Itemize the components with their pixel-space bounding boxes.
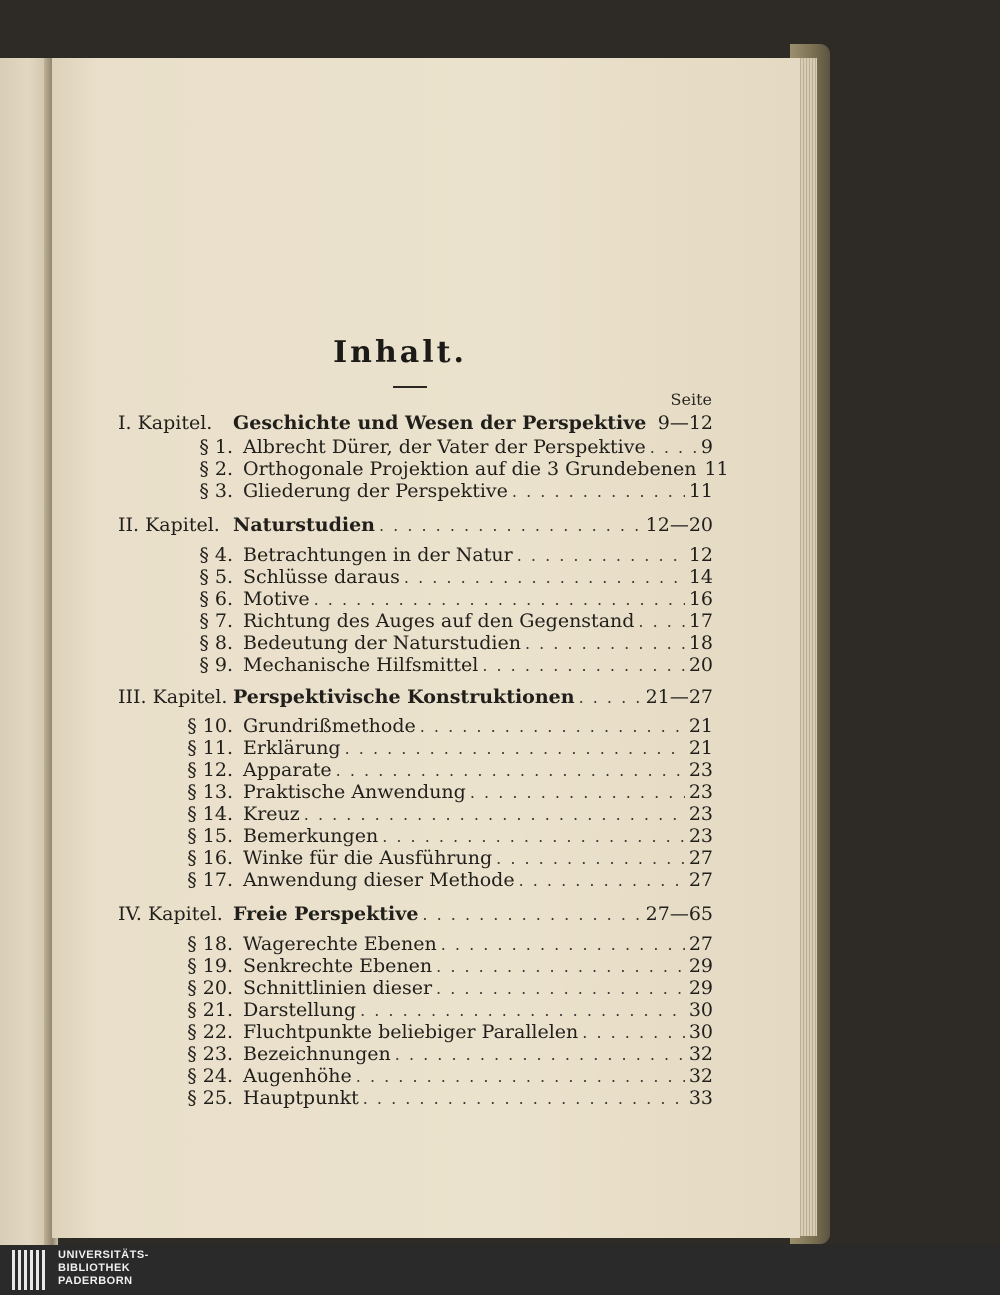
section-label: § 11. <box>187 737 233 759</box>
dot-leader <box>420 716 685 738</box>
chapter-title: Perspektivische Konstruktionen <box>233 686 575 708</box>
chapter-title: Freie Perspektive <box>233 903 419 925</box>
section-label: § 22. <box>187 1021 233 1043</box>
toc-section-row <box>118 715 713 737</box>
dot-leader <box>356 1066 685 1088</box>
page-number: 32 <box>688 1043 713 1065</box>
section-title: Schlüsse daraus <box>243 566 400 588</box>
section-title: Winke für die Ausführung <box>243 847 493 869</box>
dot-leader <box>517 545 685 567</box>
dot-leader <box>650 437 697 459</box>
toc-chapter-row <box>118 514 713 536</box>
section-title: Wagerechte Ebenen <box>243 933 437 955</box>
toc-section-row <box>118 1087 713 1109</box>
toc-section-row <box>118 999 713 1021</box>
page-number: 17 <box>688 610 713 632</box>
section-label: § 2. <box>199 458 233 480</box>
dot-leader <box>422 904 641 926</box>
section-label: § 3. <box>199 480 233 502</box>
library-logo-icon <box>12 1250 48 1290</box>
page-number: 20 <box>688 654 713 676</box>
section-label: § 17. <box>187 869 233 891</box>
page-number: 27 <box>688 847 713 869</box>
section-label: § 14. <box>187 803 233 825</box>
dot-leader <box>436 978 685 1000</box>
toc-section-row <box>118 566 713 588</box>
dot-leader <box>436 956 685 978</box>
section-title: Bedeutung der Naturstudien <box>243 632 521 654</box>
toc-section-row <box>118 480 713 502</box>
toc-section-row <box>118 1043 713 1065</box>
page-number: 21 <box>688 737 713 759</box>
chapter-title: Naturstudien <box>233 514 375 536</box>
section-title: Mechanische Hilfsmittel <box>243 654 479 676</box>
dot-leader <box>582 1022 685 1044</box>
page-number: 21 <box>688 715 713 737</box>
dot-leader <box>345 738 685 760</box>
page-number: 21—27 <box>645 686 713 708</box>
section-title: Orthogonale Projektion auf die 3 Grundebenen <box>243 458 697 480</box>
section-title: Senkrechte Ebenen <box>243 955 433 977</box>
section-title: Praktische Anwendung <box>243 781 466 803</box>
section-title: Hauptpunkt <box>243 1087 359 1109</box>
page-number: 9 <box>700 436 713 458</box>
dot-leader <box>379 515 642 537</box>
page-number: 23 <box>688 759 713 781</box>
section-label: § 16. <box>187 847 233 869</box>
section-label: § 15. <box>187 825 233 847</box>
section-title: Apparate <box>243 759 332 781</box>
toc-section-row <box>118 436 713 458</box>
section-title: Fluchtpunkte beliebiger Parallelen <box>243 1021 579 1043</box>
page-number: 9—12 <box>657 412 713 434</box>
toc-section-row <box>118 610 713 632</box>
page-number: 27—65 <box>645 903 713 925</box>
chapter-label: III. Kapitel. <box>118 686 228 708</box>
page-number: 29 <box>688 955 713 977</box>
section-label: § 5. <box>199 566 233 588</box>
title-rule <box>393 386 427 388</box>
section-label: § 19. <box>187 955 233 977</box>
dot-leader <box>395 1044 685 1066</box>
page-number: 12 <box>688 544 713 566</box>
chapter-label: II. Kapitel. <box>118 514 220 536</box>
section-label: § 25. <box>187 1087 233 1109</box>
page-column-header: Seite <box>670 390 712 409</box>
section-title: Motive <box>243 588 310 610</box>
section-label: § 6. <box>199 588 233 610</box>
section-label: § 21. <box>187 999 233 1021</box>
page-number: 12—20 <box>645 514 713 536</box>
dot-leader <box>482 655 684 677</box>
toc-section-row <box>118 1065 713 1087</box>
page-number: 27 <box>688 869 713 891</box>
library-name-line2: BIBLIOTHEK <box>58 1262 131 1274</box>
toc-section-row <box>118 825 713 847</box>
section-label: § 12. <box>187 759 233 781</box>
section-title: Albrecht Dürer, der Vater der Perspektive <box>243 436 646 458</box>
section-label: § 13. <box>187 781 233 803</box>
toc-section-row <box>118 955 713 977</box>
page-number: 16 <box>688 588 713 610</box>
chapter-title: Geschichte und Wesen der Perspektive <box>233 412 647 434</box>
section-title: Schnittlinien dieser <box>243 977 433 999</box>
section-label: § 7. <box>199 610 233 632</box>
page-number: 11 <box>704 458 729 480</box>
page-number: 23 <box>688 825 713 847</box>
chapter-label: I. Kapitel. <box>118 412 213 434</box>
dot-leader <box>496 848 685 870</box>
dot-leader <box>360 1000 685 1022</box>
section-label: § 18. <box>187 933 233 955</box>
page-number: 27 <box>688 933 713 955</box>
toc-section-row <box>118 737 713 759</box>
section-title: Darstellung <box>243 999 357 1021</box>
toc-section-row <box>118 458 729 480</box>
section-label: § 10. <box>187 715 233 737</box>
library-name-line1: UNIVERSITÄTS- <box>58 1249 149 1261</box>
toc-section-row <box>118 1021 713 1043</box>
page-number: 14 <box>688 566 713 588</box>
section-label: § 24. <box>187 1065 233 1087</box>
toc-section-row <box>118 654 713 676</box>
library-name-line3: PADERBORN <box>58 1275 133 1287</box>
library-logo-text <box>58 1249 178 1288</box>
toc-section-row <box>118 544 713 566</box>
section-title: Erklärung <box>243 737 341 759</box>
toc-section-row <box>118 803 713 825</box>
section-title: Betrachtungen in der Natur <box>243 544 513 566</box>
page-number: 29 <box>688 977 713 999</box>
dot-leader <box>519 870 685 892</box>
section-label: § 1. <box>199 436 233 458</box>
section-label: § 23. <box>187 1043 233 1065</box>
toc-section-row <box>118 632 713 654</box>
section-label: § 8. <box>199 632 233 654</box>
page-number: 30 <box>688 1021 713 1043</box>
toc-section-row <box>118 933 713 955</box>
dot-leader <box>441 934 685 956</box>
dot-leader <box>336 760 685 782</box>
dot-leader <box>314 589 685 611</box>
section-title: Bezeichnungen <box>243 1043 391 1065</box>
page-number: 11 <box>688 480 713 502</box>
toc-section-row <box>118 781 713 803</box>
page-number: 33 <box>688 1087 713 1109</box>
page-number: 30 <box>688 999 713 1021</box>
dot-leader <box>382 826 685 848</box>
section-label: § 4. <box>199 544 233 566</box>
toc-section-row <box>118 847 713 869</box>
section-label: § 20. <box>187 977 233 999</box>
page-number: 18 <box>688 632 713 654</box>
dot-leader <box>512 481 685 503</box>
page-number: 32 <box>688 1065 713 1087</box>
dot-leader <box>470 782 685 804</box>
toc-chapter-row <box>118 686 713 708</box>
section-title: Augenhöhe <box>243 1065 352 1087</box>
section-title: Grundrißmethode <box>243 715 416 737</box>
dot-leader <box>579 687 642 709</box>
dot-leader <box>363 1088 685 1110</box>
page-number: 23 <box>688 803 713 825</box>
toc-section-row <box>118 977 713 999</box>
section-title: Kreuz <box>243 803 300 825</box>
page-number: 23 <box>688 781 713 803</box>
dot-leader <box>404 567 685 589</box>
section-label: § 9. <box>199 654 233 676</box>
dot-leader <box>304 804 685 826</box>
section-title: Richtung des Auges auf den Gegenstand <box>243 610 635 632</box>
chapter-label: IV. Kapitel. <box>118 903 223 925</box>
toc-section-row <box>118 588 713 610</box>
section-title: Gliederung der Perspektive <box>243 480 508 502</box>
toc-chapter-row <box>118 903 713 925</box>
section-title: Anwendung dieser Methode <box>243 869 515 891</box>
dot-leader <box>638 611 684 633</box>
section-title: Bemerkungen <box>243 825 379 847</box>
page-title: Inhalt. <box>333 335 467 370</box>
dot-leader <box>525 633 685 655</box>
toc-section-row <box>118 759 713 781</box>
toc-section-row <box>118 869 713 891</box>
toc-chapter-row <box>118 412 713 434</box>
